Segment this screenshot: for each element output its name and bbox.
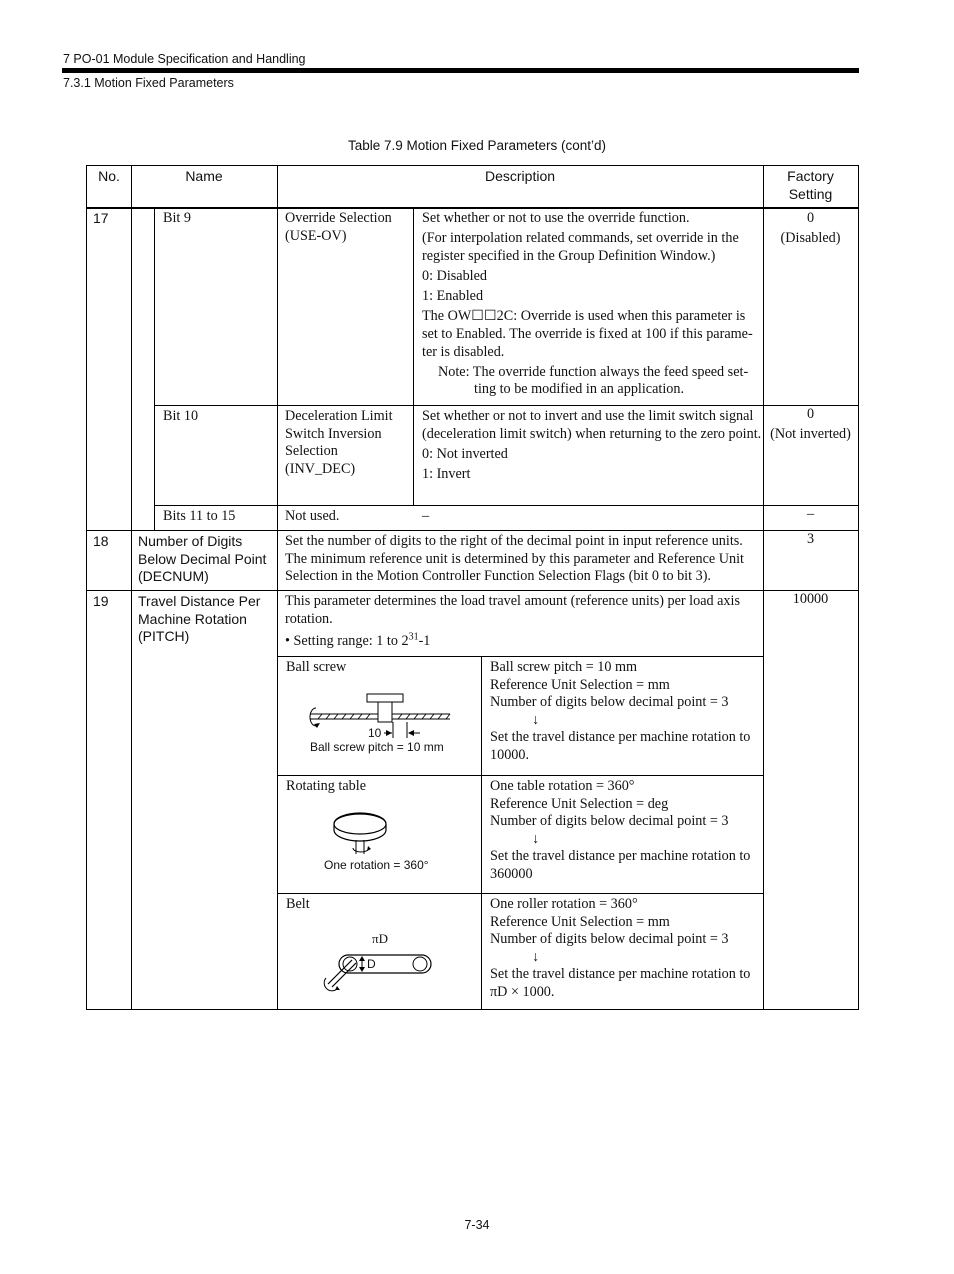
section-heading: 7.3.1 Motion Fixed Parameters [63, 76, 234, 90]
bit9-note: Note: The override function always the feed speed set- [438, 363, 749, 380]
bits11-15-factory: – [806, 506, 815, 522]
belt-fig-d: D [367, 957, 376, 971]
bit9-description: Set whether or not to use the override function. (For interpolation related commands, set override in the register specified in the Group Definition Window.) 0: Disabled 1: Enabled The OW☐☐2C: Override is used when this parameter is set to Enabled. The override is fixed at 100 if this parame-ter is disabled. Note: The override function always the feed speed set- ting to be modified in an application. [422, 210, 762, 399]
bit9-note-cont: ting to be modified in an application. [474, 381, 685, 398]
bit10-factory: 0 (Not inverted) [770, 406, 851, 443]
ball-screw-fig-caption: Ball screw pitch = 10 mm [310, 740, 444, 754]
bit10-param-name: Deceleration Limit Switch Inversion Selection (INV_DEC) [285, 408, 393, 477]
setting-range: • Setting range: 1 to $2^{31}-1$ [285, 631, 431, 650]
header-rule [62, 68, 859, 73]
chapter-heading: 7 PO-01 Module Specification and Handling [63, 52, 306, 66]
row-17-no: 17 [93, 210, 109, 226]
rotating-table-icon [325, 810, 395, 860]
column-header-name: Name [185, 168, 223, 184]
column-header-factory-setting: Factory Setting [787, 168, 834, 202]
ball-screw-fig-value: 10 [368, 726, 382, 740]
column-header-no: No. [98, 168, 120, 184]
belt-label: Belt [286, 896, 310, 912]
bit9-factory: 0 (Disabled) [780, 210, 841, 247]
table-caption: Table 7.9 Motion Fixed Parameters (cont’d) [347, 138, 607, 153]
column-header-description: Description [484, 168, 556, 184]
bit9-param-name: Override Selection (USE-OV) [285, 210, 392, 244]
rotating-table-label: Rotating table [286, 778, 366, 794]
row-19-factory: 10000 [792, 591, 829, 607]
ball-screw-label: Ball screw [286, 659, 347, 675]
page-number: 7-34 [464, 1218, 490, 1232]
rotating-table-fig-caption: One rotation = 360° [324, 858, 429, 872]
row-19-no: 19 [93, 593, 109, 609]
bit9-label: Bit 9 [163, 210, 191, 226]
bits11-15-description: – [422, 508, 430, 524]
rotating-table-explanation: One table rotation = 360° Reference Unit Selection = deg Number of digits below decimal point = 3 ↓ Set the travel distance per machine rotation to 360000 [490, 778, 751, 882]
row-18-factory: 3 [806, 531, 815, 547]
bit10-description: Set whether or not to invert and use the limit switch signal (deceleration limit switch) when returning to the zero point. 0: Not inverted 1: Invert [422, 408, 762, 482]
belt-fig-pi-d: πD [372, 931, 388, 946]
row-19-description: This parameter determines the load travel amount (reference units) per load axis rotation. • Setting range: 1 to $2^{31}-1$ [285, 593, 761, 651]
belt-explanation: One roller rotation = 360° Reference Unit Selection = mm Number of digits below decimal point = 3 ↓ Set the travel distance per machine rotation to πD × 1000. [490, 896, 751, 1000]
ball-screw-explanation: Ball screw pitch = 10 mm Reference Unit Selection = mm Number of digits below decimal point = 3 ↓ Set the travel distance per machine rotation to 10000. [490, 659, 751, 763]
row-18-description: Set the number of digits to the right of the decimal point in input reference units. The minimum reference unit is determined by this parameter and Reference Unit Selection in the Motion Controller Function Selection Flags (bit 0 to bit 3). [285, 533, 744, 585]
bit10-label: Bit 10 [163, 408, 199, 424]
bits11-15-label: Bits 11 to 15 [163, 508, 236, 524]
bits11-15-name: Not used. [285, 508, 340, 524]
row-19-name: Travel Distance Per Machine Rotation (PITCH) [138, 593, 261, 645]
row-18-no: 18 [93, 533, 109, 549]
belt-conveyor-icon [322, 940, 442, 995]
row-18-name: Number of Digits Below Decimal Point (DECNUM) [138, 533, 267, 585]
